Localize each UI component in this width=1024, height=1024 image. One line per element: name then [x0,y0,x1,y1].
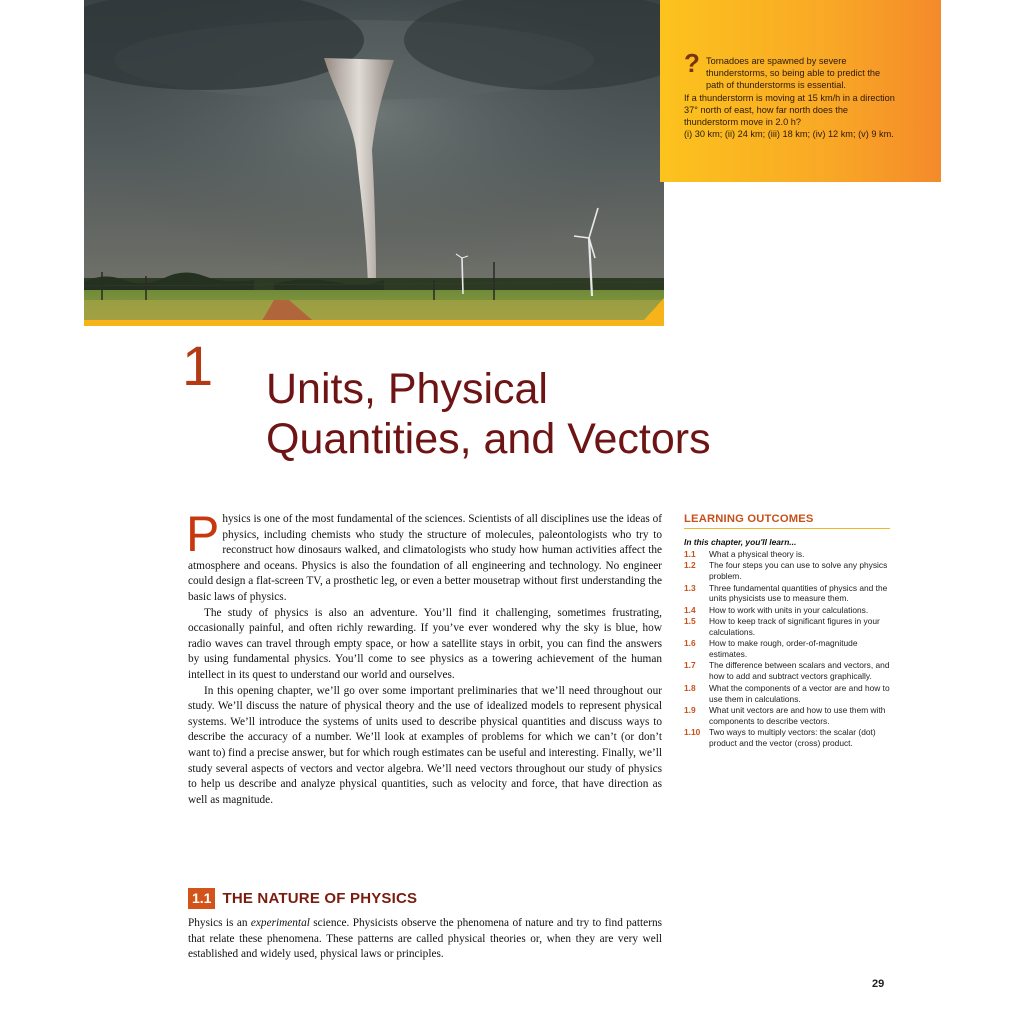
learning-outcome-item [684,605,890,616]
learning-outcomes [684,513,890,749]
learning-outcome-number: 1.9 [684,704,696,715]
learning-outcome-text: How to keep track of significant figures in your calculations. [709,616,880,637]
learning-outcome-text: The difference between scalars and vectors, and how to add and subtract vectors graphically. [709,660,890,682]
intro-paragraph-1 [186,506,662,606]
chapter-title-line1: Units, Physical [266,365,548,413]
learning-outcome-item [684,683,890,705]
section-text-after: science. Physicists observe the phenomena of nature and try to find patterns that relate these phenomena. These patterns are called physical theories or, when they are very well established and widely used, physical laws or principles. [188,917,662,961]
learning-outcome-item [684,549,890,560]
tornado-photo [84,0,664,326]
learning-outcomes-title: LEARNING OUTCOMES [684,513,890,529]
learning-outcome-number: 1.10 [684,727,701,738]
intro-paragraph-3: In this opening chapter, we’ll go over some important preliminaries that we’ll need throughout our study. We’ll discuss the nature of physical theory and the use of idealized models to represent physical systems. We’ll introduce the systems of units used to describe physical quantities and discuss ways to describe the accuracy of a number. We’ll look at examples of problems for which we can’t (or don’t want to) find a precise answer, but for which rough estimates can be useful and interesting. Finally, we’ll study several aspects of vectors and vector algebra. We’ll need vectors throughout our study of physics to help us describe and analyze physical quantities, such as velocity and force, that have direction as well as magnitude. [188,684,662,806]
question-intro: Tornadoes are spawned by severe thunderstorms, so being able to predict the path of thunderstorms is essential. [706,56,881,91]
section-text-emphasis: experimental [250,917,310,929]
chapter-title-line2: Quantities, and Vectors [266,415,711,463]
learning-outcome-item [684,660,890,682]
question-mark-icon: ? [684,48,700,78]
section-heading [188,888,417,909]
chapter-title [266,364,786,464]
learning-outcome-item [684,727,890,749]
learning-outcome-text: Three fundamental quantities of physics and the units physicists use to measure them. [709,582,888,604]
learning-outcomes-list [684,549,890,749]
learning-outcome-item [684,583,890,605]
learning-outcome-text: What the components of a vector are and how to use them in calculations. [709,682,890,704]
page-number: 29 [872,978,885,990]
learning-outcome-text: Two ways to multiply vectors: the scalar (dot) product and the vector (cross) product. [709,727,876,748]
question-options: (i) 30 km; (ii) 24 km; (iii) 18 km; (iv) 12 km; (v) 9 km. [684,129,894,140]
section-text-before: Physics is an [188,917,251,929]
question-text [684,55,900,140]
learning-outcome-text: What a physical theory is. [709,549,805,559]
chapter-number: 1 [182,334,214,397]
learning-outcome-number: 1.2 [684,560,696,571]
intro-paragraph-2: The study of physics is also an adventure. You’ll find it challenging, sometimes frustrating, occasionally painful, and often richly rewarding. If you’ve ever wondered why the sky is blue, how radio waves can travel through empty space, or how a satellite stays in orbit, you can find the answers by using fundamental physics. You’ll come to see physics as a towering achievement of the human intellect in its quest to understand our world and ourselves. [188,606,662,681]
intro-paragraph-1-text: hysics is one of the most fundamental of the sciences. Scientists of all disciplines use the ideas of physics, including chemists who study the structure of molecules, paleontologists who try to reconstruct how dinosaurs walked, and climatologists who study how human activities affect the atmosphere and oceans. Physics is also the foundation of all engineering and technology. No engineer could design a flat-screen TV, a prosthetic leg, or even a better mousetrap without first understanding the basic laws of physics. [188,513,662,603]
learning-outcome-number: 1.4 [684,604,696,615]
learning-outcome-number: 1.3 [684,582,696,593]
learning-outcome-text: How to make rough, order-of-magnitude estimates. [709,638,858,660]
learning-outcome-number: 1.1 [684,549,696,559]
question-prompt: If a thunderstorm is moving at 15 km/h in a direction 37° north of east, how far north does the thunderstorm move in 2.0 h? [684,92,895,128]
learning-outcome-item [684,560,890,582]
learning-outcomes-intro: In this chapter, you'll learn... [684,537,797,547]
section-paragraph [188,916,662,963]
learning-outcome-item [684,705,890,727]
intro-text [186,506,662,808]
learning-outcome-number: 1.6 [684,638,696,649]
learning-outcome-number: 1.7 [684,660,696,671]
learning-outcome-text: How to work with units in your calculations. [709,604,869,615]
learning-outcome-number: 1.5 [684,616,696,626]
drop-cap: P [186,506,220,562]
section-title: THE NATURE OF PHYSICS [222,890,418,907]
learning-outcome-text: The four steps you can use to solve any physics problem. [709,560,888,582]
section-number: 1.1 [188,888,215,909]
learning-outcome-item [684,616,890,638]
learning-outcome-text: What unit vectors are and how to use them with components to describe vectors. [709,704,886,726]
learning-outcome-item [684,638,890,660]
learning-outcome-number: 1.8 [684,682,696,693]
